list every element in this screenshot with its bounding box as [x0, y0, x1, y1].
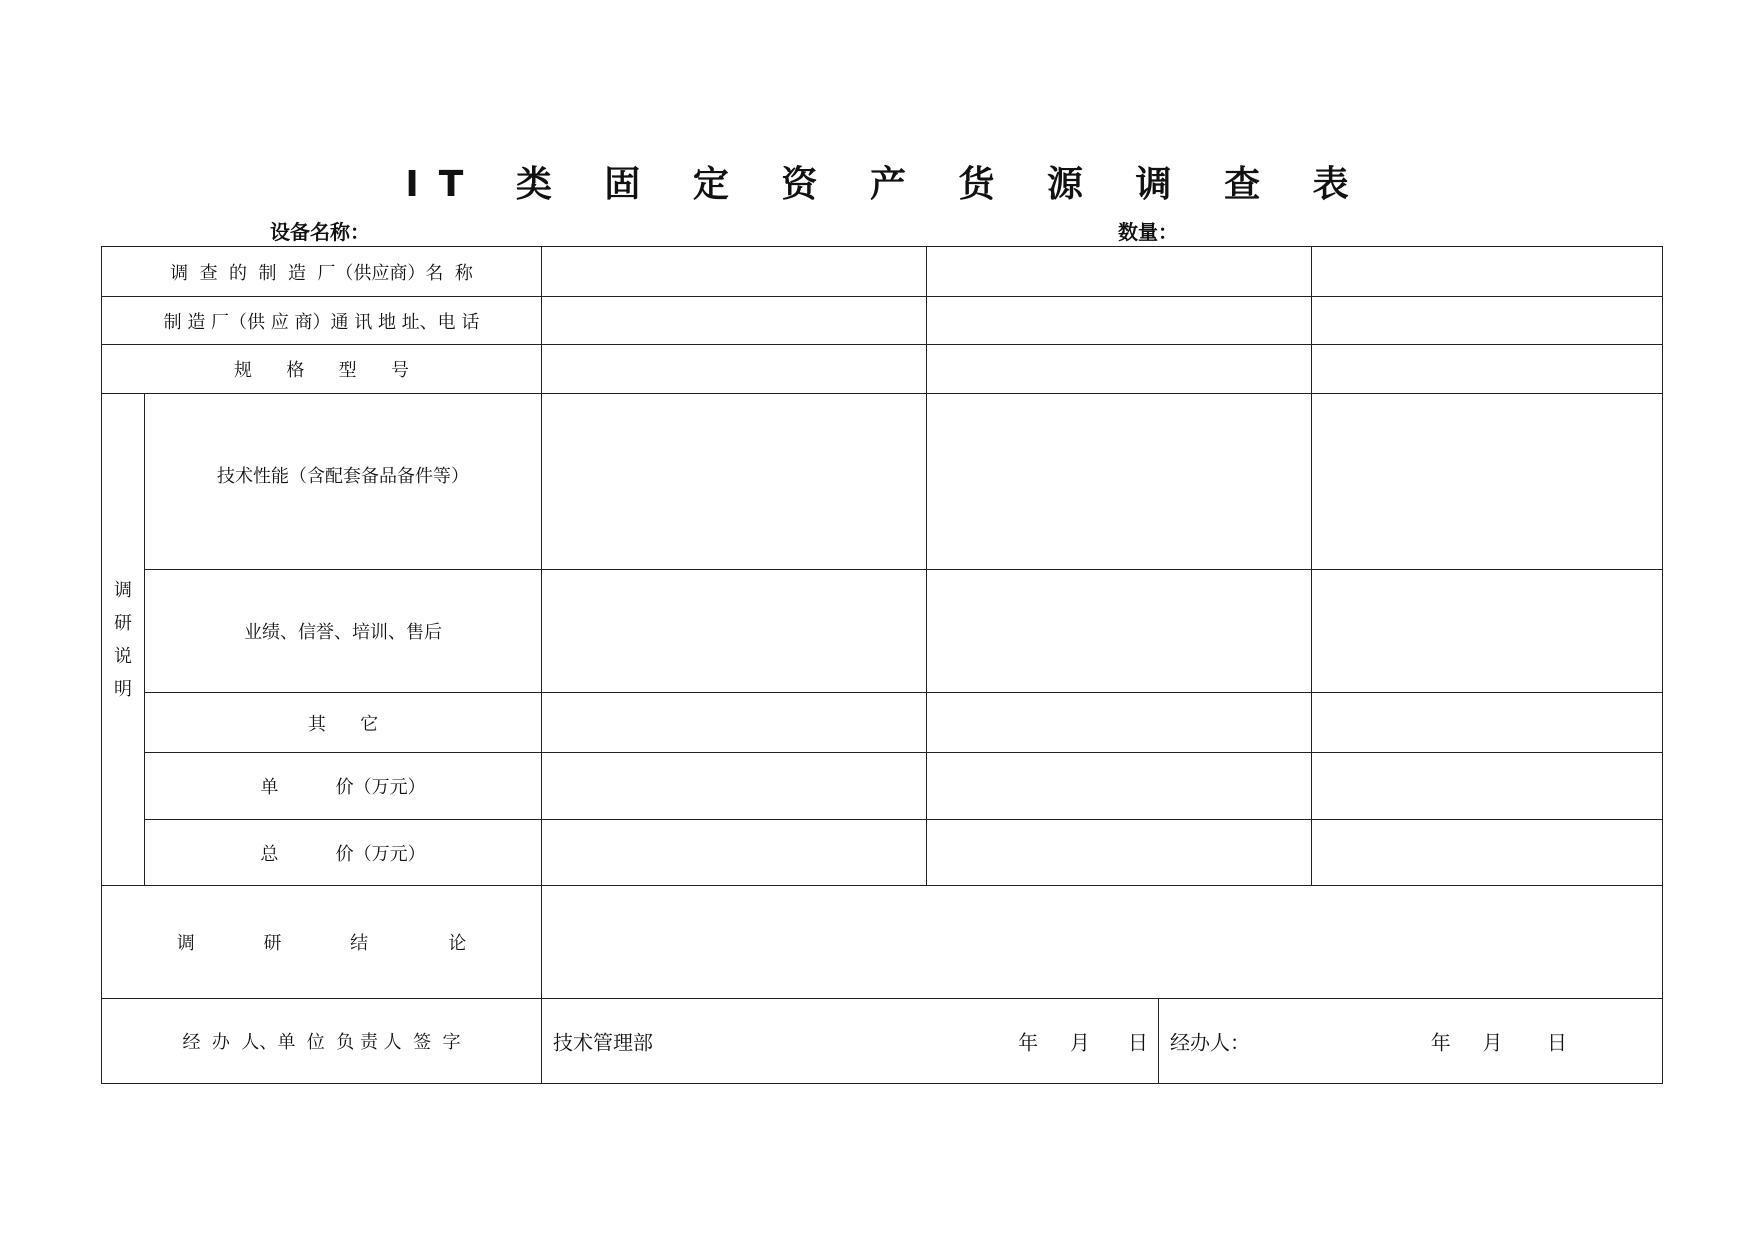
input-cell[interactable] — [927, 247, 1312, 297]
input-cell[interactable] — [927, 297, 1312, 345]
survey-group-char: 明 — [114, 678, 132, 700]
table-row — [102, 999, 1663, 1084]
input-cell[interactable] — [542, 820, 927, 886]
row-label-signature: 经 办 人、单 位 负 责 人 签 字 — [102, 999, 542, 1084]
tech-dept-date: 年 月 日 — [1018, 1030, 1149, 1055]
table-row — [102, 753, 1663, 820]
input-cell[interactable] — [927, 570, 1312, 693]
input-cell[interactable] — [542, 693, 927, 753]
survey-group-char: 研 — [114, 612, 132, 634]
input-cell[interactable] — [927, 753, 1312, 820]
input-cell[interactable] — [542, 247, 927, 297]
device-name-label: 设备名称： — [270, 220, 370, 244]
table-row — [102, 570, 1663, 693]
input-cell[interactable] — [542, 345, 927, 394]
survey-group-char: 调 — [114, 579, 132, 601]
table-row — [102, 247, 1663, 297]
page-title: IT 类 固 定 资 产 货 源 调 查 表 — [405, 164, 1369, 205]
table-row — [102, 297, 1663, 345]
row-label-other: 其 它 — [145, 693, 542, 753]
input-cell[interactable] — [927, 693, 1312, 753]
input-cell[interactable] — [1312, 297, 1663, 345]
tech-dept-label: 技术管理部 — [553, 1030, 654, 1055]
row-label-performance-reputation: 业绩、信誉、培训、售后 — [145, 570, 542, 693]
handler-date: 年 月 日 — [1430, 1030, 1568, 1055]
row-label-manufacturer-contact: 制 造 厂（供 应 商）通 讯 地 址、电 话 — [102, 297, 542, 345]
table-row — [102, 394, 1663, 570]
row-label-conclusion: 调 研 结 论 — [102, 886, 542, 999]
input-cell[interactable] — [542, 297, 927, 345]
tech-dept-signature-cell[interactable] — [542, 999, 1159, 1084]
input-cell[interactable] — [1312, 345, 1663, 394]
conclusion-input-cell[interactable] — [542, 886, 1663, 999]
row-label-tech-performance: 技术性能（含配套备品备件等） — [145, 394, 542, 570]
input-cell[interactable] — [542, 394, 927, 570]
row-label-spec-model: 规 格 型 号 — [102, 345, 542, 394]
input-cell[interactable] — [1312, 693, 1663, 753]
input-cell[interactable] — [1312, 247, 1663, 297]
quantity-label: 数量： — [1118, 220, 1178, 244]
input-cell[interactable] — [927, 820, 1312, 886]
table-row — [102, 345, 1663, 394]
table-row — [102, 886, 1663, 999]
table-row — [102, 693, 1663, 753]
table-row — [102, 820, 1663, 886]
input-cell[interactable] — [542, 570, 927, 693]
input-cell[interactable] — [927, 345, 1312, 394]
input-cell[interactable] — [1312, 570, 1663, 693]
survey-form-table — [101, 246, 1663, 1084]
survey-group-label — [102, 394, 145, 886]
survey-group-char: 说 — [114, 645, 132, 667]
input-cell[interactable] — [927, 394, 1312, 570]
input-cell[interactable] — [1312, 394, 1663, 570]
handler-label: 经办人： — [1170, 1030, 1251, 1055]
row-label-total-price: 总 价（万元） — [145, 820, 542, 886]
row-label-manufacturer-name: 调 查 的 制 造 厂（供应商）名 称 — [102, 247, 542, 297]
input-cell[interactable] — [1312, 820, 1663, 886]
input-cell[interactable] — [1312, 753, 1663, 820]
row-label-unit-price: 单 价（万元） — [145, 753, 542, 820]
input-cell[interactable] — [542, 753, 927, 820]
handler-signature-cell[interactable] — [1159, 999, 1663, 1084]
